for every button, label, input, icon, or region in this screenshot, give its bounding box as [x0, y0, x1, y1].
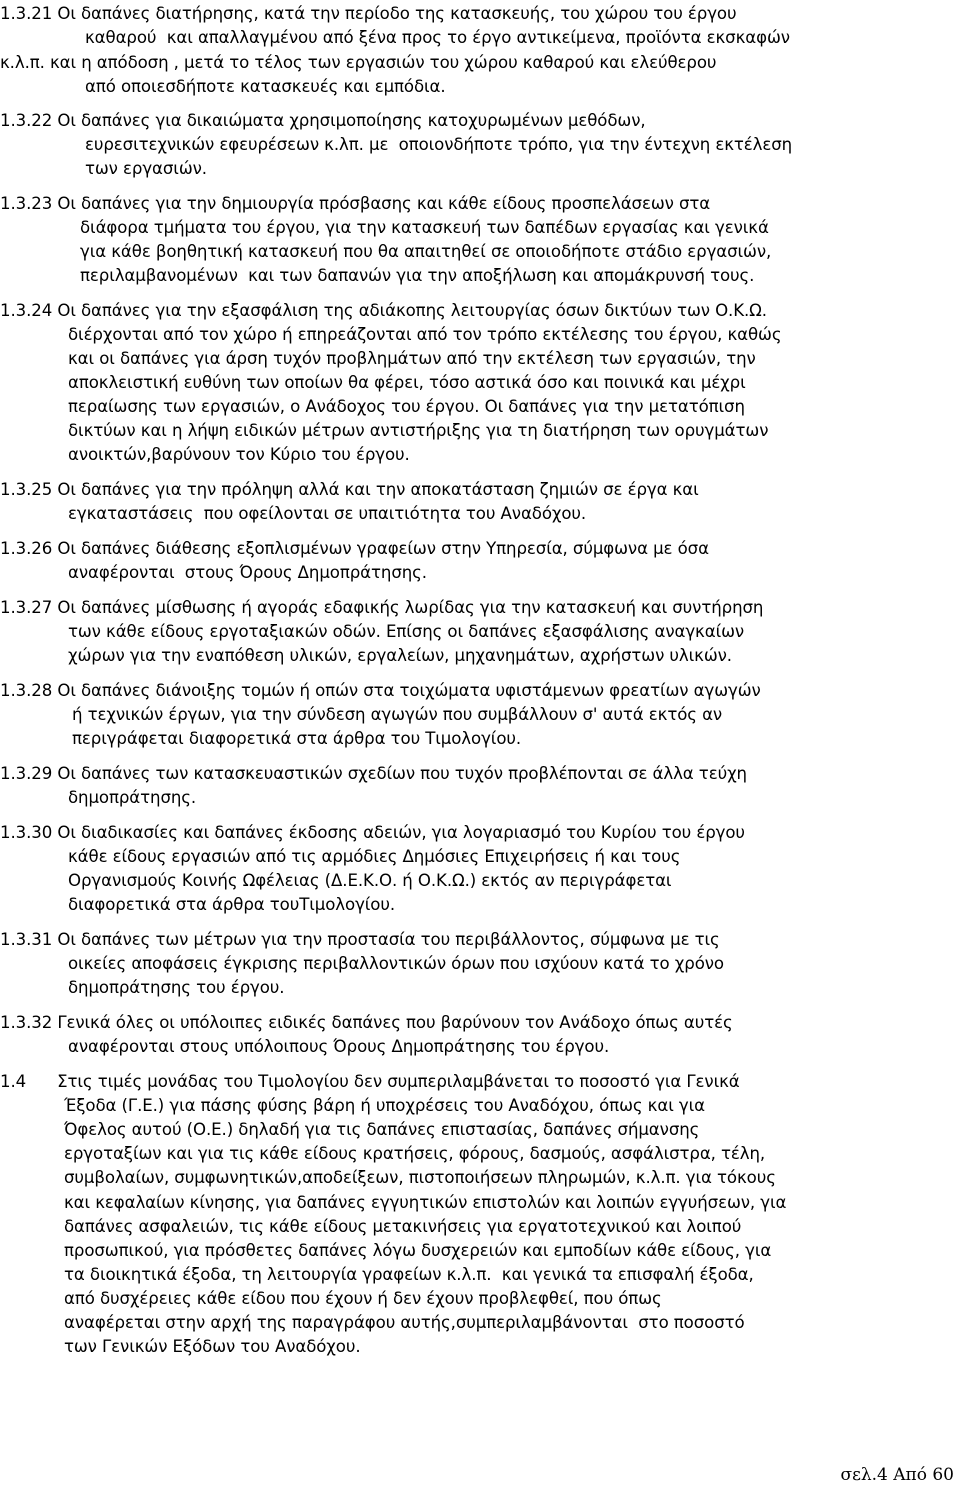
text-line: διαφορετικά στα άρθρα τουΤιμολογίου.: [68, 895, 396, 914]
text-line: των κάθε είδους εργοταξιακών οδών. Επίσης οι δαπάνες εξασφάλισης αναγκαίων: [68, 622, 745, 641]
text-line: 1.3.31 Οι δαπάνες των μέτρων για την προστασία του περιβάλλοντος, σύμφωνα με τις: [0, 930, 720, 949]
text-line: δημοπράτησης.: [68, 788, 197, 807]
text-line: κ.λ.π. και η απόδοση , μετά το τέλος των εργασιών του χώρου καθαρού και ελεύθερου: [0, 53, 717, 72]
text-line: αναφέρεται στην αρχή της παραγράφου αυτής,συμπεριλαμβάνονται στο ποσοστό: [64, 1313, 745, 1332]
text-line: δημοπράτησης του έργου.: [68, 978, 285, 997]
text-line: περαίωσης των εργασιών, ο Ανάδοχος του έργου. Οι δαπάνες για την μετατόπιση: [68, 397, 745, 416]
text-line: 1.3.21 Οι δαπάνες διατήρησης, κατά την περίοδο της κατασκευής, του χώρου του έργου: [0, 4, 737, 23]
text-line: 1.3.32 Γενικά όλες οι υπόλοιπες ειδικές δαπάνες που βαρύνουν τον Ανάδοχο όπως αυτές: [0, 1013, 733, 1032]
page-number: σελ.4 Από 60: [840, 1465, 954, 1485]
text-line: αποκλειστική ευθύνη των οποίων θα φέρει, τόσο αστικά όσο και ποινικά και μέχρι: [68, 373, 746, 392]
text-line: Έξοδα (Γ.Ε.) για πάσης φύσης βάρη ή υποχρέσεις του Αναδόχου, όπως και για: [64, 1096, 705, 1115]
text-line: ή τεχνικών έργων, για την σύνδεση αγωγών που συμβάλλουν σ' αυτά εκτός αν: [72, 705, 723, 724]
text-line: κάθε είδους εργασιών από τις αρμόδιες Δημόσιες Επιχειρήσεις ή και τους: [68, 847, 681, 866]
text-line: διάφορα τμήματα του έργου, για την κατασκευή των δαπέδων εργασίας και γενικά: [80, 218, 769, 237]
text-line: ανοικτών,βαρύνουν τον Κύριο του έργου.: [68, 445, 410, 464]
text-line: προσωπικού, για πρόσθετες δαπάνες λόγω δυσχερειών και εμποδίων κάθε είδους, για: [64, 1241, 772, 1260]
text-line: καθαρού και απαλλαγμένου από ξένα προς το έργο αντικείμενα, προϊόντα εκσκαφών: [85, 28, 790, 47]
text-line: 1.3.27 Οι δαπάνες μίσθωσης ή αγοράς εδαφικής λωρίδας για την κατασκευή και συντήρηση: [0, 598, 764, 617]
text-line: για κάθε βοηθητική κατασκευή που θα απαιτηθεί σε οποιοδήποτε στάδιο εργασιών,: [80, 242, 772, 261]
text-line: των Γενικών Εξόδων του Αναδόχου.: [64, 1337, 361, 1356]
text-line: ευρεσιτεχνικών εφευρέσεων κ.λπ. με οποιονδήποτε τρόπο, για την έντεχνη εκτέλεση: [85, 135, 793, 154]
text-line: 1.3.28 Οι δαπάνες διάνοιξης τομών ή οπών στα τοιχώματα υφιστάμενων φρεατίων αγωγών: [0, 681, 761, 700]
text-line: Όφελος αυτού (Ο.Ε.) δηλαδή για τις δαπάνες επιστασίας, δαπάνες σήμανσης: [64, 1120, 700, 1139]
text-line: 1.4 Στις τιμές μονάδας του Τιμολογίου δεν συμπεριλαμβάνεται το ποσοστό για Γενικά: [0, 1072, 740, 1091]
text-line: 1.3.26 Οι δαπάνες διάθεσης εξοπλισμένων γραφείων στην Υπηρεσία, σύμφωνα με όσα: [0, 539, 709, 558]
text-line: συμβολαίων, συμφωνητικών,αποδείξεων, πιστοποιήσεων πληρωμών, κ.λ.π. για τόκους: [64, 1168, 776, 1187]
text-line: αναφέρονται στους υπόλοιπους Όρους Δημοπράτησης του έργου.: [68, 1037, 610, 1056]
text-line: 1.3.24 Οι δαπάνες για την εξασφάλιση της αδιάκοπης λειτουργίας όσων δικτύων των Ο.Κ.Ω.: [0, 301, 767, 320]
text-line: οικείες αποφάσεις έγκρισης περιβαλλοντικών όρων που ισχύουν κατά το χρόνο: [68, 954, 724, 973]
text-line: και κεφαλαίων κίνησης, για δαπάνες εγγυητικών επιστολών και λοιπών εγγυήσεων, για: [64, 1193, 787, 1212]
text-line: εγκαταστάσεις που οφείλονται σε υπαιτιότητα του Αναδόχου.: [68, 504, 587, 523]
text-line: περιγράφεται διαφορετικά στα άρθρα του Τιμολογίου.: [72, 729, 522, 748]
text-line: και οι δαπάνες για άρση τυχόν προβλημάτων από την εκτέλεση των εργασιών, την: [68, 349, 756, 368]
text-line: δικτύων και η λήψη ειδικών μέτρων αντιστήριξης για τη διατήρηση των ορυγμάτων: [68, 421, 769, 440]
text-line: από δυσχέρειες κάθε είδου που έχουν ή δεν έχουν προβλεφθεί, που όπως: [64, 1289, 662, 1308]
text-line: εργοταξίων και για τις κάθε είδους κρατήσεις, φόρους, δασμούς, ασφάλιστρα, τέλη,: [64, 1144, 766, 1163]
text-line: περιλαμβανομένων και των δαπανών για την αποξήλωση και απομάκρυνσή τους.: [80, 266, 755, 285]
text-line: αναφέρονται στους Όρους Δημοπράτησης.: [68, 563, 427, 582]
text-line: 1.3.25 Οι δαπάνες για την πρόληψη αλλά και την αποκατάσταση ζημιών σε έργα και: [0, 480, 699, 499]
text-line: δαπάνες ασφαλειών, τις κάθε είδους μετακινήσεις για εργατοτεχνικού και λοιπού: [64, 1217, 742, 1236]
text-line: 1.3.23 Οι δαπάνες για την δημιουργία πρόσβασης και κάθε είδους προσπελάσεων στα: [0, 194, 711, 213]
text-line: χώρων για την εναπόθεση υλικών, εργαλείων, μηχανημάτων, αχρήστων υλικών.: [68, 646, 732, 665]
text-line: 1.3.22 Οι δαπάνες για δικαιώματα χρησιμοποίησης κατοχυρωμένων μεθόδων,: [0, 111, 646, 130]
text-line: τα διοικητικά έξοδα, τη λειτουργία γραφείων κ.λ.π. και γενικά τα επισφαλή έξοδα,: [64, 1265, 754, 1284]
text-line: διέρχονται από τον χώρο ή επηρεάζονται από τον τρόπο εκτέλεσης του έργου, καθώς: [68, 325, 782, 344]
text-line: 1.3.30 Οι διαδικασίες και δαπάνες έκδοσης αδειών, για λογαριασμό του Κυρίου του έργου: [0, 823, 745, 842]
text-line: Οργανισμούς Κοινής Ωφέλειας (Δ.Ε.Κ.Ο. ή Ο.Κ.Ω.) εκτός αν περιγράφεται: [68, 871, 672, 890]
text-line: από οποιεσδήποτε κατασκευές και εμπόδια.: [85, 77, 446, 96]
text-line: 1.3.29 Οι δαπάνες των κατασκευαστικών σχεδίων που τυχόν προβλέπονται σε άλλα τεύχη: [0, 764, 747, 783]
text-line: των εργασιών.: [85, 159, 207, 178]
